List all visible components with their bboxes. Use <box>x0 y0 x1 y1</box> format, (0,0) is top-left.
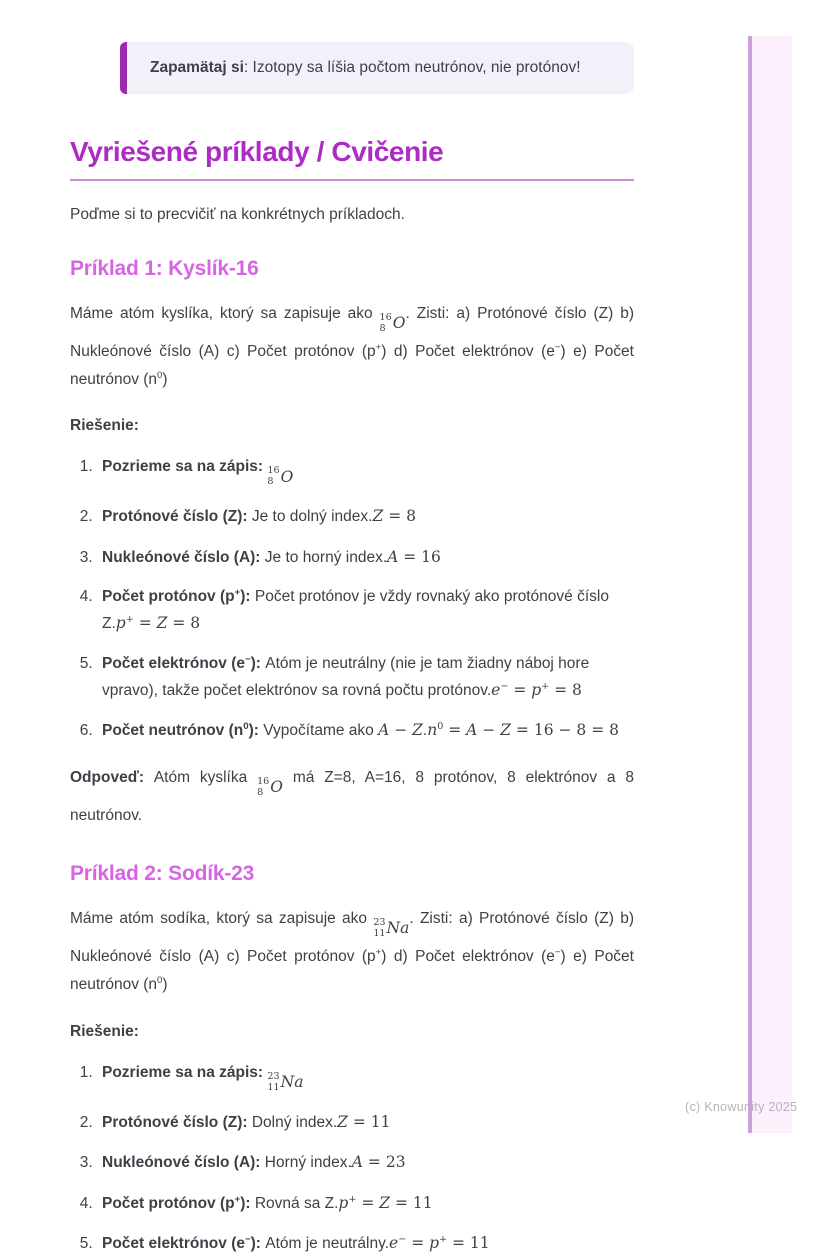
isotope-notation: 16 8 O <box>379 312 406 334</box>
example-2-section <box>70 862 634 1257</box>
intro-text: Poďme si to precvičiť na konkrétnych príkladoch. <box>70 206 405 223</box>
isotope-notation: 23 11 Na <box>267 1070 304 1093</box>
example-2-steps <box>70 1060 634 1257</box>
example-1-section <box>70 257 634 829</box>
isotope-notation: 16 8 O <box>267 465 294 488</box>
step-item: 3. Nukleónové číslo (A): Je to horný index.A = 16 <box>97 544 634 571</box>
step-item: 5. Počet elektrónov (e−): Atóm je neutrálny.e− = p+ = 11 <box>97 1230 634 1257</box>
document-content <box>70 0 634 1257</box>
step-item: 1. Pozrieme sa na zápis: 23 11 Na <box>97 1060 634 1096</box>
remember-callout <box>120 42 634 94</box>
example-1-answer: Odpoveď: Atóm kyslíka 16 8 O má Z=8, A=16, 8 protónov, 8 elektrónov a 8 neutrónov. <box>70 768 634 824</box>
page-title: Vyriešené príklady / Cvičenie <box>70 136 444 167</box>
step-item: 6. Počet neutrónov $(n^0)$: Vypočítame ako $A - Z.n^0 = A - Z = 16 - 8 = 8$ <box>97 717 634 744</box>
example-1-problem: Máme atóm kyslíka, ktorý sa zapisuje ako 16 8 O . Zisti: a) Protónové číslo (Z) b) Nukleónové číslo (A) c) Počet protónov (p+) d) Počet elektrónov (e−) e) Počet neutrónov $(n^0)$ <box>70 305 634 388</box>
example-2-title: Príklad 2: Sodík-23 <box>70 862 255 886</box>
title-divider <box>70 179 634 181</box>
callout-accent-bar <box>120 42 127 94</box>
step-item: 2. Protónové číslo (Z): Dolný index.Z = 11 <box>97 1109 634 1136</box>
callout-text: Zapamätaj si: Izotopy sa líšia počtom neutrónov, nie protónov! <box>150 59 581 76</box>
example-2-problem: Máme atóm sodíka, ktorý sa zapisuje ako 23 11 Na . Zisti: a) Protónové číslo (Z) b) Nukleónové číslo (A) c) Počet protónov (p+) d) Počet elektrónov (e−) e) Počet neutrónov $(n^0)$ <box>70 910 634 993</box>
step-item: 5. Počet elektrónov (e−): Atóm je neutrálny (nie je tam žiadny náboj hore vpravo), takže počet elektrónov sa rovná počtu protónov.e− = p+ = 8 <box>97 651 634 705</box>
example-1-title: Príklad 1: Kyslík-16 <box>70 257 259 280</box>
step-item: 3. Nukleónové číslo (A): Horný index.A = 23 <box>97 1149 634 1176</box>
step-item: 2. Protónové číslo (Z): Je to dolný index.Z = 8 <box>97 503 634 530</box>
copyright-text: (c) Knowunity 2025 <box>685 1100 798 1114</box>
step-item: 4. Počet protónov (p+): Rovná sa Z.p+ = Z = 11 <box>97 1190 634 1217</box>
example-2-solution-heading: Riešenie: <box>70 1022 139 1040</box>
step-item: 1. Pozrieme sa na zápis: 16 8 O <box>97 454 634 490</box>
example-1-steps <box>70 454 634 744</box>
example-1-solution-heading: Riešenie: <box>70 417 139 435</box>
isotope-notation: 16 8 O <box>257 775 283 798</box>
isotope-notation: 23 11 Na <box>373 917 410 940</box>
step-item: 4. Počet protónov (p+): Počet protónov je vždy rovnaký ako protónové číslo Z.p+ = Z = 8 <box>97 584 634 638</box>
side-accent-strip <box>748 36 792 1133</box>
